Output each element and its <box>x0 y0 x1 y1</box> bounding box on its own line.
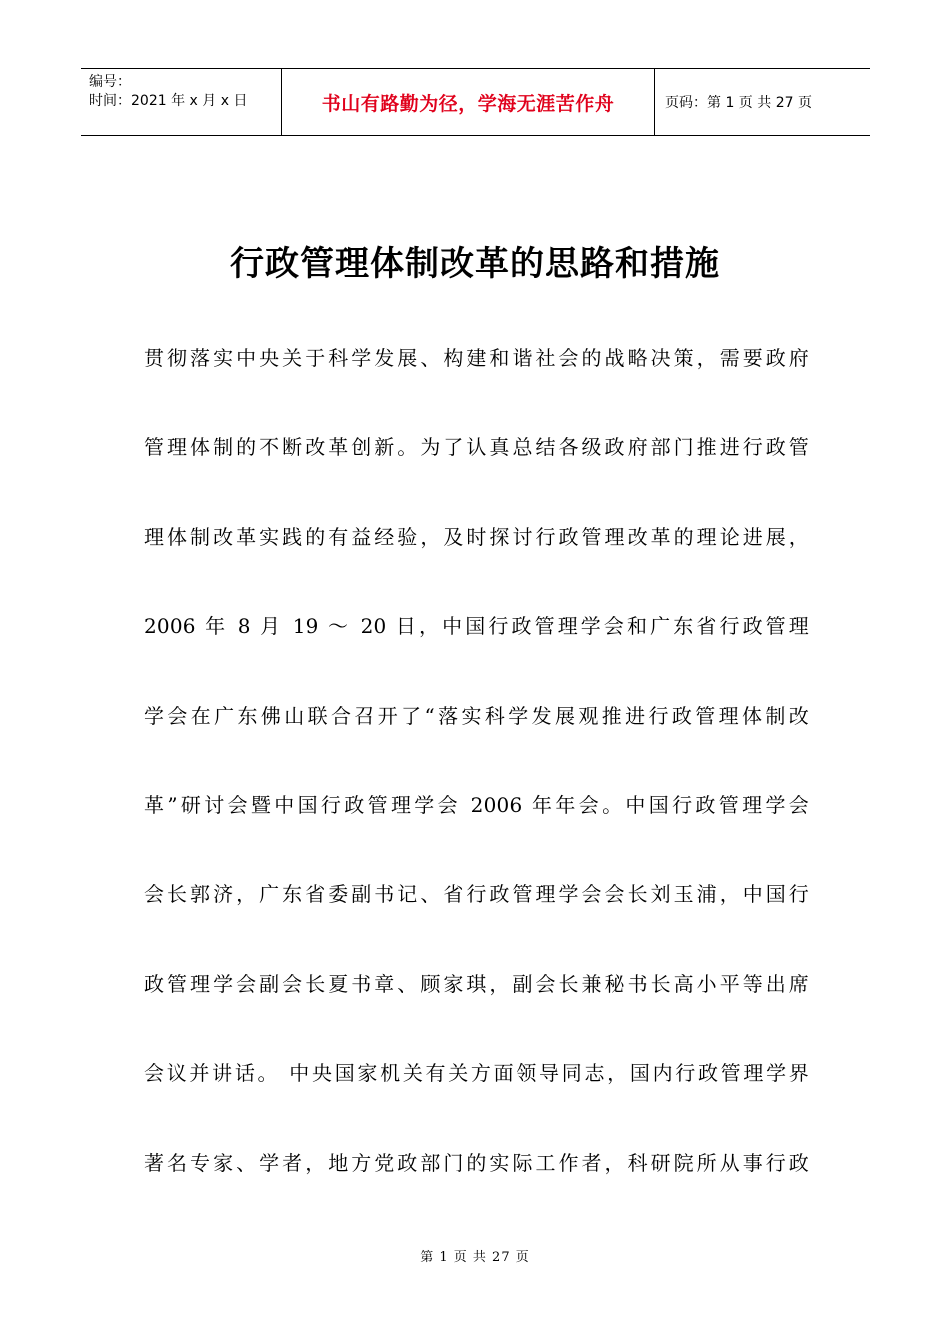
document-date-label: 时间：2021 年 x 月 x 日 <box>89 93 248 109</box>
body-line: 理体制改革实践的有益经验，及时探讨行政管理改革的理论进展， <box>144 524 809 549</box>
body-line: 贯彻落实中央关于科学发展、构建和谐社会的战略决策，需要政府 <box>144 346 809 370</box>
document-title: 行政管理体制改革的思路和措施 <box>230 244 720 284</box>
header-page-info: 页码：第 1 页 共 27 页 <box>665 95 812 111</box>
document-body <box>144 338 809 1232</box>
header-motto-cell <box>282 69 655 135</box>
document-number-label: 编号： <box>89 74 131 90</box>
body-line: 政管理学会副会长夏书章、顾家琪，副会长兼秘书长高小平等出席 <box>144 971 809 996</box>
page-footer: 第 1 页 共 27 页 <box>420 1250 530 1265</box>
body-line: 会长郭济，广东省委副书记、省行政管理学会会长刘玉浦，中国行 <box>144 882 809 907</box>
header-meta-cell <box>81 69 282 135</box>
body-line: 著名专家、学者，地方党政部门的实际工作者，科研院所从事行政 <box>144 1150 809 1175</box>
document-header <box>81 68 870 136</box>
body-line: 管理体制的不断改革创新。为了认真总结各级政府部门推进行政管 <box>144 435 809 460</box>
body-line: 2006 年 8 月 19 ～ 20 日，中国行政管理学会和广东省行政管理 <box>144 614 809 639</box>
body-line: 会议并讲话。 中央国家机关有关方面领导同志，国内行政管理学界 <box>144 1061 809 1086</box>
body-line: 革”研讨会暨中国行政管理学会 2006 年年会。中国行政管理学会 <box>144 792 809 817</box>
body-line: 学会在广东佛山联合召开了“落实科学发展观推进行政管理体制改 <box>144 703 809 728</box>
header-motto: 书山有路勤为径，学海无涯苦作舟 <box>321 92 615 115</box>
header-page-cell <box>655 69 870 135</box>
